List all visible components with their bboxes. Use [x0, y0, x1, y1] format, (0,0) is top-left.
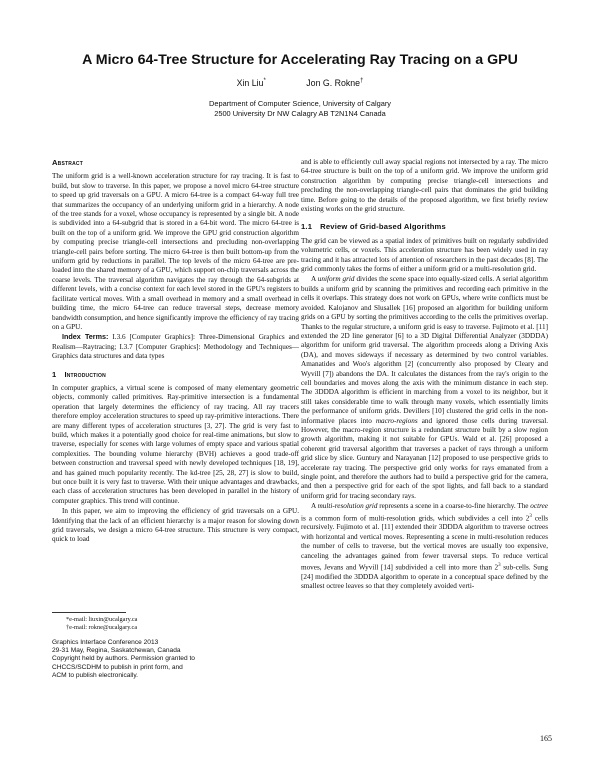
multi-text-1: represents a scene in a coarse-to-fine hierarchy. The [377, 502, 531, 511]
multi-sup-1: 3 [529, 513, 532, 519]
multi-text-2: is a common form of multi-resolution grids, which subdivides a cell into 2 [301, 514, 530, 523]
octree-term: octree [530, 502, 548, 511]
conference-note [52, 639, 299, 680]
multi-resolution-term: multi-resolution grid [317, 502, 378, 511]
footnote-rule [52, 612, 126, 613]
conference-line-5: ACM to publish electronically. [52, 671, 138, 679]
right-column [301, 158, 548, 592]
page-number: 165 [540, 734, 552, 743]
author-1 [237, 78, 266, 88]
affiliation [40, 99, 560, 118]
abstract-heading [52, 158, 299, 167]
uniform-text-1: divides the scene space into equally-sized cells. A serial algorithm builds a uniform grid by scanning the primitives and recording each primitive in the cells it overlaps. This strategy does not work on GPUs, where write conflicts must be avoided. Kalojanov and Slusallek [16] proposed an algorithm for building uniform grids on a GPU by sorting the primitives according to the cells the primitives overlap. Thanks to the regular structure, a uniform grid is easy to traverse. Fujimoto et al. [11] extended the 2D line generator [6] to a 3D Digital Differential Analyzer (3DDDA) algorithm for uniform grid traversal. The algorithm proceeds along a Driving Axis (DA), and moves sideways if necessary as determined by two control variables. Amanatides and Woo's algorithm [2] (concurrently also proposed by Cleary and Wyvill [7]) abandons the DA. It calculates the distances from the ray's origin to the cell boundaries and moves along the axis with the minimum distance in each step. The 3DDDA algorithm is efficient in marching from a voxel to its neighbor, but it still takes considerable time to walk through many voxels, which essentially limits the performance of uniform grids. Devillers [10] clustered the grid cells in the non-informative places into [301, 275, 548, 425]
uniform-grid-paragraph [301, 275, 548, 501]
multi-resolution-paragraph [301, 502, 548, 591]
footnotes [52, 612, 299, 633]
author-1-name: Xin Liu [236, 78, 264, 88]
abstract-heading-text: Abstract [52, 158, 83, 167]
footnote-2: †e-mail: rokne@ucalgary.ca [66, 624, 138, 632]
author-2 [306, 78, 363, 88]
index-terms [52, 332, 299, 361]
affiliation-line-1: Department of Computer Science, University of Calgary [209, 99, 391, 108]
subsection-1-1-number: 1.1 [301, 222, 313, 232]
paper-title: A Micro 64-Tree Structure for Accelerating Ray Tracing on a GPU [82, 52, 518, 68]
left-column [52, 158, 299, 545]
multi-text-3: cells recursively. Fujimoto et al. [11] extended their 3DDDA algorithm to traverse octrees with horizontal and vertical moves. Representing a scene in multi-resolution reduces the number of cells to traverse, but the vertical moves are usually too expensive, canceling the advantages gained from fewer traversal steps. To reduce vertical moves, Jevans and Wyvill [14] subdivided a cell into more than 2 [301, 514, 549, 572]
author-2-mark: † [360, 78, 364, 85]
abstract-body: The uniform grid is a well-known acceleration structure for ray tracing. It is fast to build, but slow to traverse. In this paper, we propose a novel micro 64-tree structure to speed up grid traversals on a GPU. A micro 64-tree is a compact 64-way full tree that summarizes the occupancy of an underlying uniform grid in a hierarchy. A node of the tree stands for a voxel, whose occupancy is represented by a single bit. A node is subdivided into a 64-subgrid that is stored in a 64-bit word. The micro 64-tree is built on the top of a uniform grid. We improve the GPU grid construction algorithm by computing precise triangle-cell intersections and precluding non-overlapping triangle-cell pairs before sorting. The micro 64-tree is then built bottom-up from the uniform grid by reductions in parallel. The top levels of the micro 64-tree are pre-loaded into the shared memory of a GPU, which support on-chip traversals across the coarse levels. The traversal algorithm navigates the ray through the 64-subgrids at different levels, with a concise context for each level stored in the GPU's registers to facilitate vertical moves. With a small overhead in memory and a small overhead in building time, the micro 64-tree can reduce traversal steps, decrease memory bandwidth consumption, and hence significantly improve the efficiency of ray tracing on a GPU. [52, 172, 299, 331]
conference-line-3: Copyright held by authors. Permission granted to [52, 655, 195, 663]
multi-sup-2: 3 [498, 563, 501, 569]
section-1-number: 1 [52, 369, 57, 379]
uniform-grid-term: uniform grid [317, 275, 355, 284]
multi-text-4: sub-cells. Sung [24] modified the 3DDDA algorithm to operate in a conceptual space defined by the smallest octree leaves so that they completely avoided verti- [301, 563, 548, 591]
conference-line-4: CHCCS/SCDHM to publish in print form, and [52, 663, 183, 671]
intro-paragraph-2: In this paper, we aim to improving the efficiency of grid traversals on a GPU. Identifying that the lack of an efficient hierarchy is a major reason for slowing down grid traversals, we design a micro 64-tree structure. This structure is very compact, quick to load [52, 507, 299, 544]
subsection-1-1-heading [301, 222, 548, 231]
intro-continued: and is able to efficiently cull away spacial regions not intersected by a ray. The micro 64-tree structure is built on the top of a uniform grid. We improve the uniform grid construction algorithm by computing precise triangle-cell intersections and precluding the non-overlapping triangle-cell pairs that dominates the grid building time. Before going to the details of the proposed algorithm, we first briefly review existing works on the grid structure. [301, 158, 548, 214]
author-1-mark: * [263, 78, 266, 85]
intro-paragraph-1: In computer graphics, a virtual scene is composed of many elementary geometric objects, commonly called primitives. Ray-primitive intersection is a fundamental operation that largely determines the efficiency of ray tracing. All ray tracers therefore employ acceleration structures to speed up ray-primitive interactions. There are many different types of acceleration structures [3, 27]. The grid is very fast to build, which makes it a potentially good choice for real-time animations, but slow to traverse, especially for scenes with large volumes of empty space and various spatial complexities. The bounding volume hierarchy (BVH) achieves a good trade-off between construction and traversal speed with newly developed techniques [18, 19], and has gained much popularity recently. The kd-tree [25, 28, 27] is slow to build, but once built it is very fast to traverse. With their unique advantages and drawbacks, each class of acceleration structures has been developed in parallel in the history of computer graphics. This trend will continue. [52, 383, 299, 505]
index-terms-text: I.3.6 [Computer Graphics]: Three-Dimensional Graphics and Realism—Raytracing; I.3.7 [Computer Graphics]: Methodology and Techniques—Graphics data structures and data types [52, 333, 300, 361]
subsection-1-1-title: Review of Grid-based Algorithms [320, 222, 446, 232]
section-1-title: Introduction [64, 369, 106, 379]
section-1-heading [52, 370, 299, 379]
conference-line-2: 29-31 May, Regina, Saskatchewan, Canada [52, 647, 181, 655]
conference-line-1: Graphics Interface Conference 2013 [52, 639, 159, 646]
multi-pre: A [311, 502, 318, 511]
index-terms-label: Index Terms: [62, 332, 109, 342]
review-paragraph: The grid can be viewed as a spatial index of primitives built on regularly subdivided volumetric cells, or voxels. This acceleration structure has been widely used in ray tracing and it has attracted lots of attention of researchers in the past decades [8]. The grid commonly takes the forms of either a uniform grid or a multi-resolution grid. [301, 236, 548, 274]
uniform-text-2: and ignored those cells during traversal. However, the macro-region structure is a redundant structure built by a slow region growth algorithm, making it not suitable for GPUs. Wald et al. [26] proposed a coherent grid traversal algorithm that traverses a packet of rays through a uniform grid slice by slice. Guntury and Narayanan [12] proposed to use perspective grids to accelerate ray tracing. The perspective grid only works for rays emanated from a single point, and therefore the authors had to build a perspective grid for the camera, and then a perspective grid for each of the spot lights, and fall back to a standard uniform grid for tracing secondary rays. [301, 416, 549, 500]
macro-regions-term: macro-regions [375, 416, 418, 425]
author-2-name: Jon G. Rokne [306, 78, 361, 88]
footnote-1: *e-mail: liuxin@ucalgary.ca [66, 616, 138, 623]
affiliation-line-2: 2500 University Dr NW Calagry AB T2N1N4 Canada [214, 108, 386, 118]
uniform-pre: A [311, 275, 318, 284]
author-list [40, 78, 560, 88]
